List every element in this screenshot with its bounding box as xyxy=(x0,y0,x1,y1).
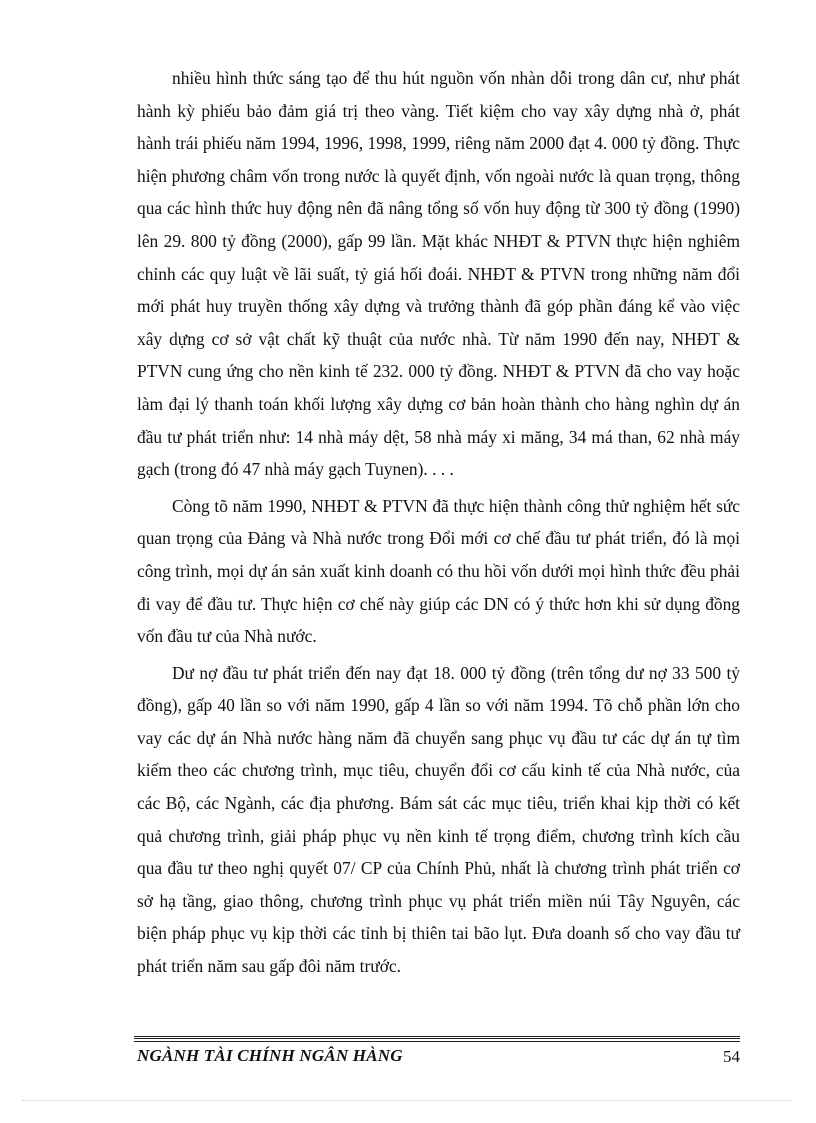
paragraph-3: Dư nợ đầu tư phát triển đến nay đạt 18. 000 tỷ đồng (trên tổng dư nợ 33 500 tỷ đồng), gấp 40 lần so với năm 1990, gấp 4 lần so với năm 1994. Tõ chỗ phần lớn cho vay các dự án Nhà nước hàng năm đã chuyển sang phục vụ đầu tư các dự án tự tìm kiếm theo các chương trình, mục tiêu, chuyển đổi cơ cấu kinh tế của Nhà nước, của các Bộ, các Ngành, các địa phương. Bám sát các mục tiêu, triển khai kịp thời có kết quả chương trình, giải pháp phục vụ nền kinh tế trọng điểm, chương trình kích cầu qua đầu tư theo nghị quyết 07/ CP của Chính Phủ, nhất là chương trình phát triển cơ sở hạ tầng, giao thông, chương trình phục vụ phát triển miền núi Tây Nguyên, các biện pháp phục vụ kịp thời các tỉnh bị thiên tai bão lụt. Đưa doanh số cho vay đầu tư phát triển năm sau gấp đôi năm trước. xyxy=(137,662,740,977)
page-footer xyxy=(137,1046,740,1070)
body-text xyxy=(137,62,740,987)
footer-title: NGÀNH TÀI CHÍNH NGÂN HÀNG xyxy=(137,1046,403,1065)
page-bottom-edge xyxy=(22,1100,792,1101)
paragraph-2: Còng tõ năm 1990, NHĐT & PTVN đã thực hiện thành công thử nghiệm hết sức quan trọng của Đảng và Nhà nước trong Đổi mới cơ chế đầu tư phát triển, đó là mọi công trình, mọi dự án sản xuất kinh doanh có thu hồi vốn dưới mọi hình thức đều phải đi vay để đầu tư. Thực hiện cơ chế này giúp các DN có ý thức hơn khi sử dụng đồng vốn đầu tư của Nhà nước. xyxy=(137,495,740,647)
paragraph-1: nhiều hình thức sáng tạo để thu hút nguồn vốn nhàn dỗi trong dân cư, như phát hành kỳ phiếu bảo đảm giá trị theo vàng. Tiết kiệm cho vay xây dựng nhà ở, phát hành trái phiếu năm 1994, 1996, 1998, 1999, riêng năm 2000 đạt 4. 000 tỷ đồng. Thực hiện phương châm vốn trong nước là quyết định, vốn ngoài nước là quan trọng, thông qua các hình thức huy động nên đã nâng tổng số vốn huy động từ 300 tỷ đồng (1990) lên 29. 800 tỷ đồng (2000), gấp 99 lần. Mặt khác NHĐT & PTVN thực hiện nghiêm chỉnh các quy luật về lãi suất, tỷ giá hối đoái. NHĐT & PTVN trong những năm đổi mới phát huy truyền thống xây dựng và trưởng thành đã góp phần đáng kể vào việc xây dựng cơ sở vật chất kỹ thuật của nước nhà. Từ năm 1990 đến nay, NHĐT & PTVN cung ứng cho nền kinh tế 232. 000 tỷ đồng. NHĐT & PTVN đã cho vay hoặc làm đại lý thanh toán khối lượng xây dựng cơ bản hoàn thành cho hàng nghìn dự án đầu tư phát triển như: 14 nhà máy dệt, 58 nhà máy xi măng, 34 má than, 62 nhà máy gạch (trong đó 47 nhà máy gạch Tuynen). . . . xyxy=(137,68,740,480)
page-number: 54 xyxy=(723,1047,740,1066)
footer-divider xyxy=(134,1036,740,1042)
